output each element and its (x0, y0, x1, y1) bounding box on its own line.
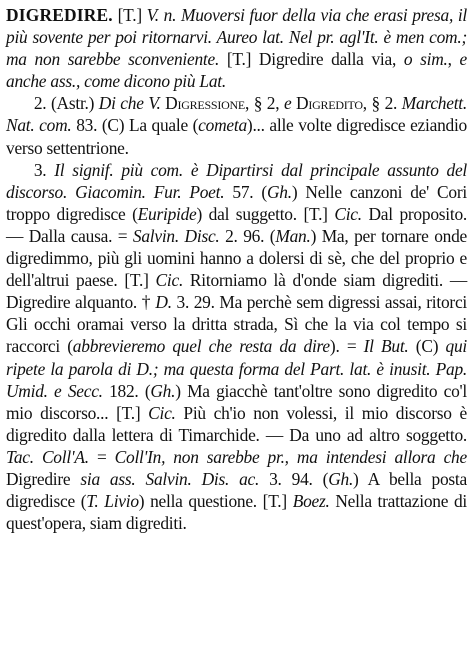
small-caps-run: Digredito (291, 93, 363, 114)
italic-run: qui ripete la parola di D.; ma questa forma del Part. lat. è inusit. Pap. Umid. e Secc. (6, 336, 467, 401)
italic-run: Cic. (155, 270, 184, 291)
text-run: Ritorniamo là d'onde siam digrediti. — Digredire alquanto. † (6, 270, 467, 313)
entry-paragraph-2 (6, 92, 467, 158)
text-run: ) Ma, per tornare onde digredimmo, più gli uomini hanno a dolersi di sè, che del proprio e dell'altrui paese. [T.] (6, 225, 467, 291)
italic-run: Gh. (150, 380, 176, 401)
italic-run: Cic. (148, 402, 176, 423)
text-run: , (447, 49, 460, 70)
italic-run: Marchett. Nat. com. (6, 93, 467, 136)
text-run: ) nella questione. [T.] (138, 491, 293, 512)
italic-run: e anche ass., come dicono più Lat. (6, 49, 467, 92)
italic-run: Euripide (137, 203, 197, 224)
text-run: 2. 96. ( (219, 225, 276, 246)
italic-run: Gh. (328, 468, 354, 489)
text-run: , § 2, (244, 93, 284, 114)
italic-run: Gh. (266, 181, 292, 202)
italic-run: T. Livio (86, 491, 139, 512)
italic-run: Salvin. Disc. (132, 225, 220, 246)
text-run: = (88, 446, 115, 467)
dictionary-entry (6, 4, 467, 534)
entry-paragraph-3 (6, 159, 467, 535)
text-run: Dal proposito. — Dalla causa. = (6, 203, 467, 246)
italic-run: Cic. (334, 203, 362, 224)
text-run: ) dal suggetto. [T.] (196, 203, 335, 224)
text-run: 182. ( (102, 380, 151, 401)
text-run: 3. 94. ( (259, 468, 329, 489)
text-run: 3. 29. Ma perchè sem digressi assai, ritorci Gli occhi oramai verso la dritta strada, Sì che la via col tempo si raccorci ( (6, 292, 468, 357)
italic-run: Man. (275, 225, 311, 246)
italic-run: V. n. Muoversi fuor della via che erasi presa, il più sovente per poi ritornarvi. Aureo lat. Nel pr. agl'It. è men com.; ma non sarebbe sconveniente. (6, 5, 467, 70)
italic-run: Il But. (363, 336, 409, 357)
text-run: 83. (C) La quale ( (71, 115, 199, 136)
small-caps-run: Digressione (160, 93, 245, 114)
text-run: Digredire (6, 468, 81, 489)
italic-run: cometa (198, 115, 247, 136)
text-run: Più ch'io non volessi, il mio discorso è digredito dalla lettera di Timarchide. — Da uno ad altro soggetto. (6, 402, 467, 445)
italic-run: e (283, 93, 292, 114)
text-run: ) Ma giacchè tant'oltre sono digredito co'l mio discorso... [T.] (6, 380, 467, 423)
italic-run: Coll'In, non sarebbe pr., ma intendesi allora che (114, 446, 467, 467)
italic-run: D. (155, 292, 172, 313)
text-run: ) Nelle canzoni de' Cori troppo digredisce ( (6, 181, 467, 224)
text-run: )... alle volte digredisce eziandio verso settentrione. (6, 115, 467, 158)
text-run: (C) (408, 336, 446, 357)
italic-run: abbrevieremo quel che resta da dire (72, 336, 330, 357)
italic-run: Tac. Coll'A. (6, 446, 89, 467)
italic-run: Di che V. (98, 93, 161, 114)
headword: DIGREDIRE. (6, 5, 113, 25)
text-run: ). = (329, 336, 364, 357)
entry-paragraph-1 (6, 4, 467, 92)
text-run: ) A bella posta digredisce ( (6, 468, 467, 512)
text-run: , § 2. (362, 93, 402, 114)
italic-run: o sim. (403, 49, 448, 70)
italic-run: Il signif. più com. è Dipartirsi dal principale assunto del discorso. Giacomin. Fur. Poet. (6, 159, 467, 202)
text-run: 2. (Astr.) (33, 93, 99, 114)
text-run: [T.] Digredire dalla via, (219, 49, 404, 70)
text-run: 3. (33, 159, 55, 180)
italic-run: sia ass. Salvin. Dis. ac. (80, 468, 260, 489)
text-run: [T.] (112, 5, 147, 25)
italic-run: Boez. (292, 491, 330, 512)
text-run: Nella trattazione di quest'opera, siam digrediti. (6, 491, 467, 534)
text-run: 57. ( (224, 181, 267, 202)
